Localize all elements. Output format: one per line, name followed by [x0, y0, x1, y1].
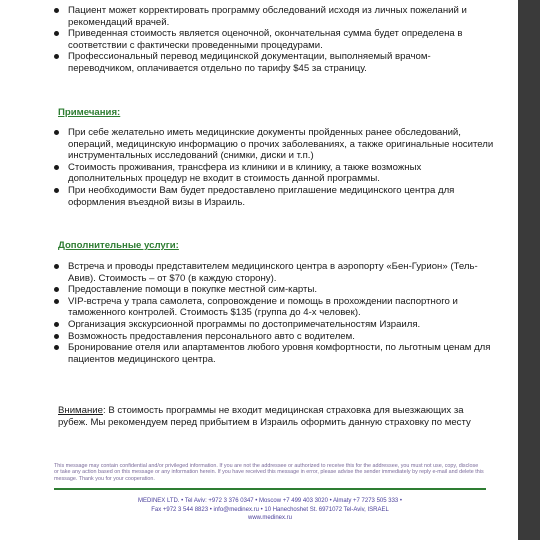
- viewer-right-margin: [518, 0, 540, 540]
- bullet-icon: [54, 8, 59, 13]
- attention-lead: Внимание: [58, 405, 103, 416]
- list-item-text: Бронирование отеля или апартаментов любого уровня комфортности, по льготным ценам для пациентов медицинского центра.: [68, 342, 491, 365]
- list-item: [46, 5, 496, 28]
- top-bullet-list: [46, 5, 496, 75]
- list-item-text: Предоставление помощи в покупке местной сим-карты.: [68, 284, 318, 296]
- list-item: [46, 284, 496, 296]
- footer-contacts-line: MEDINEX LTD. • Tel Aviv: +972 3 376 0347 • Moscow +7 499 403 3020 • Almaty +7 7273 505 333 •: [137, 498, 403, 504]
- list-item: [46, 296, 496, 319]
- list-item: [46, 162, 496, 185]
- list-item: [46, 331, 496, 343]
- list-item-text: При себе желательно иметь медицинские документы пройденных ранее обследований, операций, медицинскую информацию о прочих заболеваниях, а также оригинальные носители инструментальных исследований (снимки, диски и т.п.): [68, 127, 494, 162]
- bullet-icon: [54, 165, 59, 170]
- list-item: [46, 261, 496, 284]
- attention-note: [58, 405, 478, 429]
- list-item: [46, 342, 496, 365]
- list-item-text: Пациент может корректировать программу обследований исходя из личных пожеланий и рекомендаций врачей.: [68, 5, 467, 28]
- bullet-icon: [54, 54, 59, 59]
- footer: [54, 497, 486, 523]
- bullet-icon: [54, 188, 59, 193]
- bullet-icon: [54, 299, 59, 304]
- list-item-text: Профессиональный перевод медицинской документации, выполняемый врачом-переводчиком, оплачивается отдельно по тарифу $45 за страницу.: [68, 51, 431, 74]
- footer-address-line: Fax +972 3 544 8823 • info@medinex.ru • 10 Hanechoshet St. 6971072 Tel-Aviv, ISRAEL: [151, 506, 389, 513]
- list-item-text: Встреча и проводы представителем медицинского центра в аэропорту «Бен-Гурион» (Тель-Авив). Стоимость – от $70 (в каждую сторону).: [68, 261, 478, 284]
- bullet-icon: [54, 345, 59, 350]
- list-item: [46, 185, 496, 208]
- attention-text: : В стоимость программы не входит медицинская страховка для выезжающих за рубеж. Мы рекомендуем перед прибытием в Израиль оформить данную страховку по месту: [58, 405, 471, 428]
- footer-divider: [54, 488, 486, 490]
- list-item-text: При необходимости Вам будет предоставлено приглашение медицинского центра для оформления въездной визы в Израиль.: [68, 184, 455, 208]
- bullet-icon: [54, 334, 59, 339]
- footer-website-link[interactable]: www.medinex.ru: [247, 515, 292, 522]
- bullet-icon: [54, 31, 59, 36]
- list-item-text: Возможность предоставления персонального авто с водителем.: [68, 330, 355, 342]
- list-item: [46, 127, 496, 162]
- list-item-text: Организация экскурсионной программы по достопримечательностям Израиля.: [68, 318, 421, 330]
- list-item: [46, 319, 496, 331]
- notes-title: Примечания:: [58, 107, 121, 118]
- bullet-icon: [54, 287, 59, 292]
- list-item: [46, 51, 496, 74]
- list-item-text: Приведенная стоимость является оценочной, окончательная сумма будет определена в соответствии с фактически проведенными процедурами.: [68, 28, 463, 51]
- disclaimer-text: This message may contain confidential and/or privileged information. If you are not the addressee or authorized to receive this for the addressee, you must not use, copy, disclose or take any action based on this message or any information herein. If you have received this message in error, please advise the sender immediately by reply e-mail and delete this message. Thank you for your cooperation.: [54, 463, 484, 482]
- list-item: [46, 28, 496, 51]
- list-item-text: VIP-встреча у трапа самолета, сопровождение и помощь в прохождении паспортного и таможенного контролей. Стоимость $135 (группа до 4-х человек).: [68, 295, 458, 319]
- extra-services-title: Дополнительные услуги:: [58, 240, 179, 251]
- bullet-icon: [54, 264, 59, 269]
- extra-services-list: [46, 261, 496, 365]
- bullet-icon: [54, 130, 59, 135]
- notes-list: [46, 127, 496, 208]
- bullet-icon: [54, 322, 59, 327]
- list-item-text: Стоимость проживания, трансфера из клиники и в клинику, а также возможных дополнительных процедур не входит в стоимость данной программы.: [68, 161, 422, 185]
